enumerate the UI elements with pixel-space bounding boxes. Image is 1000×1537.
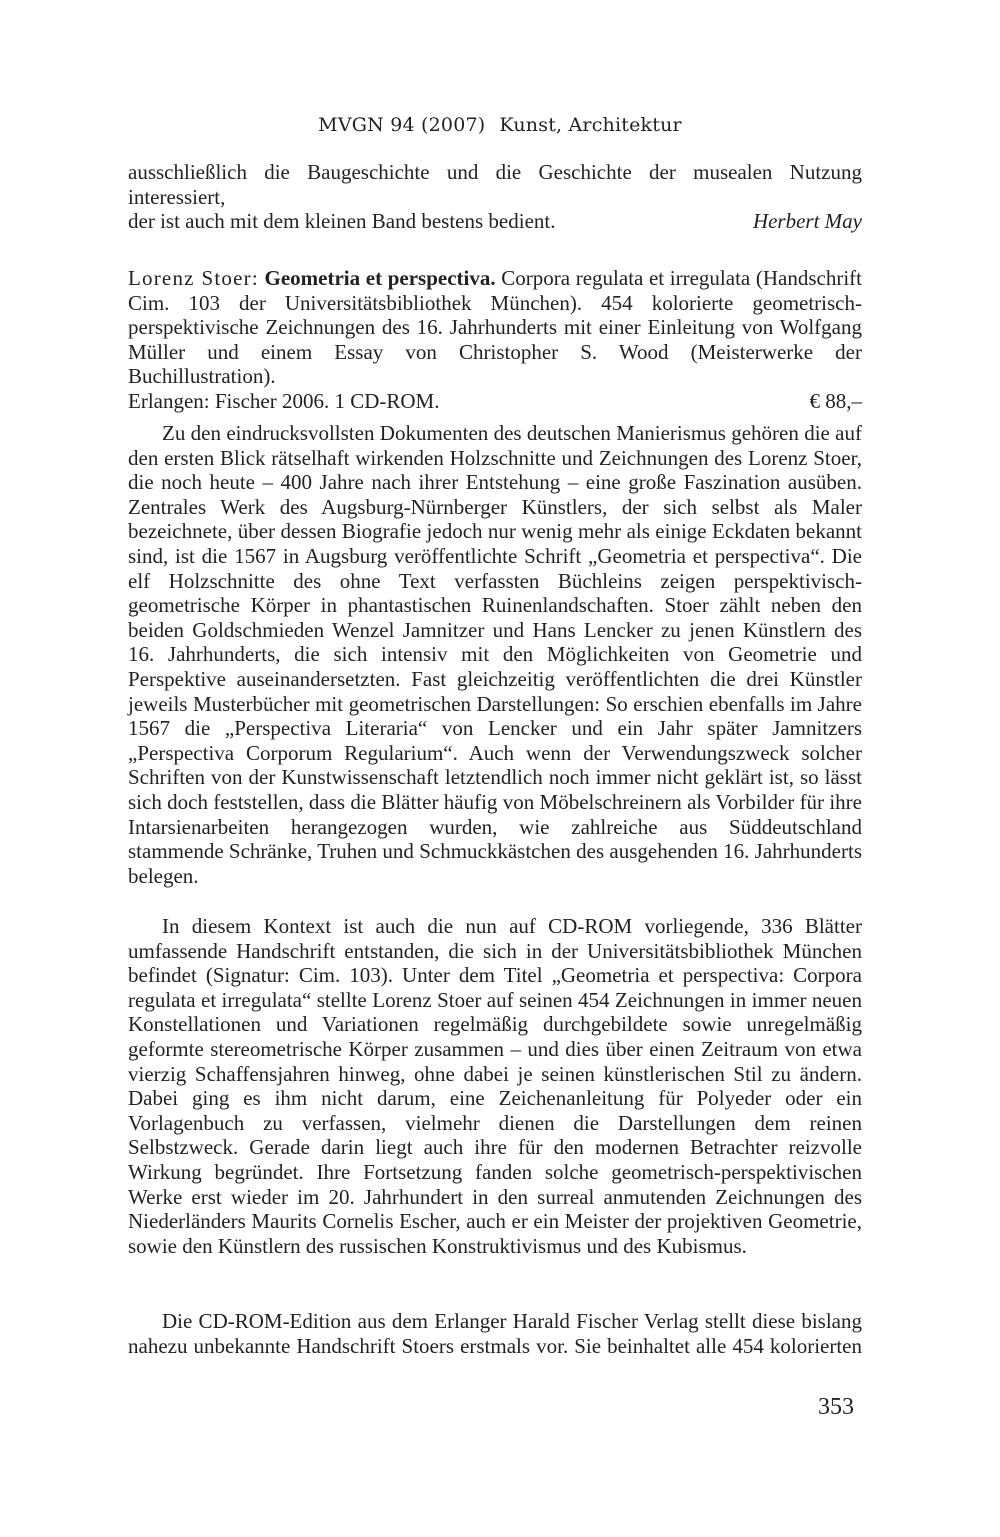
running-header bbox=[0, 114, 1000, 136]
journal-reference: MVGN 94 (2007) bbox=[318, 114, 486, 136]
publisher-info: Erlangen: Fischer 2006. 1 CD-ROM. bbox=[128, 388, 440, 413]
body-paragraph: Die CD-ROM-Edition aus dem Erlanger Harald Fischer Verlag stellt diese bislang nahezu unbekannte Handschrift Stoers erstmals vor. Sie beinhaltet alle 454 kolorierten bbox=[128, 1309, 862, 1358]
bibliography-text bbox=[128, 266, 862, 389]
book-details: Corpora regulata et irregulata (Handschrift Cim. 103 der Universitätsbibliothek München). 454 kolorierte geometrisch-perspektivische Zeichnungen des 16. Jahrhunderts mit einer Einleitung von Wolfgang Müller und einem Essay von Christopher S. Wood (Meisterwerke der Buchillustration). bbox=[128, 266, 862, 389]
body-paragraph-1-container bbox=[128, 421, 862, 888]
previous-review-ending bbox=[128, 160, 862, 234]
body-paragraph: In diesem Kontext ist auch die nun auf CD-ROM vorliegende, 336 Blätter umfassende Handschrift entstanden, die sich in der Universitätsbibliothek München befindet (Signatur: Cim. 103). Unter dem Titel „Geometria et perspectiva: Corpora regulata et irregulata“ stellte Lorenz Stoer auf seinen 454 Zeichnungen in immer neuen Konstellationen und Variationen regelmäßig durchgebildete sowie unregelmäßig geformte stereometrische Körper zusammen – und dies über einen Zeitraum von etwa vierzig Schaffensjahren hinweg, ohne dabei je seinen künstlerischen Stil zu ändern. Dabei ging es ihm nicht darum, eine Zeichenanleitung für Polyeder oder ein Vorlagenbuch zu verfassen, vielmehr dienen die Darstellungen dem reinen Selbstzweck. Gerade darin liegt auch ihre für den modernen Betrachter reizvolle Wirkung begründet. Ihre Fortsetzung fanden solche geometrisch-perspektivischen Werke erst wieder im 20. Jahrhundert in den surreal anmutenden Zeichnungen des Niederländers Maurits Cornelis Escher, auch er ein Meister der projektiven Geometrie, sowie den Künstlern des russischen Konstruktivismus und des Kubismus. bbox=[128, 914, 862, 1258]
body-paragraph-3-container bbox=[128, 1309, 862, 1358]
review-bibliographic-entry bbox=[128, 266, 862, 414]
body-paragraph-2-container bbox=[128, 914, 862, 1258]
continuation-last-line: der ist auch mit dem kleinen Band bestens bedient. bbox=[128, 209, 556, 234]
reviewer-name: Herbert May bbox=[752, 209, 862, 234]
section-name: Kunst, Architektur bbox=[499, 114, 682, 136]
book-price: € 88,– bbox=[809, 388, 862, 413]
book-title: Geometria et perspectiva. bbox=[264, 266, 496, 290]
body-paragraph: Zu den eindrucksvollsten Dokumenten des deutschen Manierismus gehören die auf den ersten Blick rätselhaft wirkenden Holzschnitte und Zeichnungen des Lorenz Stoer, die noch heute – 400 Jahre nach ihrer Entstehung – eine große Faszination ausüben. Zentrales Werk des Augsburg-Nürnberger Künstlers, der sich selbst als Maler bezeichnete, über dessen Biografie jedoch nur wenig mehr als einige Eckdaten bekannt sind, ist die 1567 in Augsburg veröffentlichte Schrift „Geometria et perspectiva“. Die elf Holzschnitte des ohne Text verfassten Büchleins zeigen perspektivisch-geometrische Körper in phantastischen Ruinenlandschaften. Stoer zählt neben den beiden Goldschmieden Wenzel Jamnitzer und Hans Lencker zu jenen Künstlern des 16. Jahrhunderts, die sich intensiv mit den Möglichkeiten von Geometrie und Perspektive auseinandersetzten. Fast gleichzeitig veröffentlichten die drei Künstler jeweils Musterbücher mit geometrischen Darstellungen: So erschien ebenfalls im Jahre 1567 die „Perspectiva Literaria“ von Lencker und ein Jahr später Jamnitzers „Perspectiva Corporum Regularium“. Auch wenn der Verwendungszweck solcher Schriften von der Kunstwissenschaft letztendlich noch immer nicht geklärt ist, so lässt sich doch feststellen, dass die Blätter häufig von Möbelschreinern als Vorbilder für ihre Intarsienarbeiten herangezogen wurden, wie zahlreiche aus Süddeutschland stammende Schränke, Truhen und Schmuckkästchen des ausgehenden 16. Jahrhunderts belegen. bbox=[128, 421, 862, 888]
continuation-text: ausschließlich die Baugeschichte und die Geschichte der musealen Nutzung interessiert, bbox=[128, 160, 862, 209]
page-number: 353 bbox=[818, 1394, 854, 1420]
book-author: Lorenz Stoer: bbox=[128, 266, 259, 290]
